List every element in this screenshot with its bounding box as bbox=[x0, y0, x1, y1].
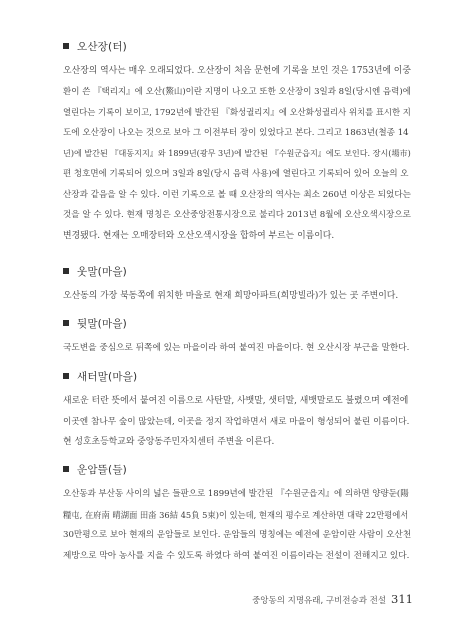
paragraph bbox=[63, 484, 411, 566]
paragraph-line: 편 청호면에 기록되어 있으며 3일과 8일(당시 음력 사용)에 열린다고 기록되어 있어 오늘의 오 bbox=[63, 168, 409, 179]
paragraph-line: 도에 오산장이 나오는 것으로 보아 그 이전부터 장이 있었다고 본다. 그리고 1863년(철종 14 bbox=[63, 127, 409, 138]
paragraph-line: 오산동과 부산동 사이의 넓은 들판으로 1899년에 발간된 『수원군읍지』에 의하면 양량둔(陽 bbox=[63, 489, 409, 499]
square-bullet-icon bbox=[63, 320, 69, 326]
paragraph-line: 환이 쓴 『택리지』에 오산(鰲山)이란 지명이 나오고 또한 오산장이 3일과 8일(당시엔 음력)에 bbox=[63, 86, 411, 97]
heading-text: 운암뜰(들) bbox=[77, 463, 127, 476]
section-heading bbox=[63, 462, 411, 476]
paragraph-line: 년)에 발간된 『대동지지』와 1899년(광무 3년)에 발간된 『수원군읍지』에도 보인다. 장시(場市) bbox=[63, 148, 411, 159]
paragraph-line: 열린다는 기록이 보이고, 1792년에 발간된 『화성궐리지』에 오산화성궐리사 위치를 표시한 지 bbox=[63, 107, 411, 118]
square-bullet-icon bbox=[63, 373, 69, 379]
running-footer-title: 중앙동의 지명유래, 구비전승과 전설 bbox=[252, 596, 387, 606]
section-heading bbox=[63, 316, 411, 330]
section-saeteomal bbox=[63, 369, 411, 453]
paragraph-line: 것을 알 수 있다. 현재 명칭은 오산중앙전통시장으로 불리다 2013년 8월에 오산오색시장으로 bbox=[63, 210, 411, 221]
square-bullet-icon bbox=[63, 268, 69, 274]
paragraph-line: 국도변을 중심으로 뒤쪽에 있는 마을이라 하여 붙여진 마을이다. 현 오산시장 부근을 말한다. bbox=[63, 343, 410, 353]
paragraph-line: 오산장의 역사는 매우 오래되었다. 오산장이 처음 문헌에 기록을 보인 것은 1753년에 이중 bbox=[63, 66, 411, 76]
section-osanjang bbox=[63, 39, 411, 246]
paragraph-line: 糧屯, 在府南 晴湖面 田畓 36結 45負 5束)이 있는데, 현재의 평수로 계산하면 대략 22만평에서 bbox=[63, 509, 409, 520]
section-heading bbox=[63, 369, 411, 383]
paragraph-line: 새로운 터란 뜻에서 붙여진 이름으로 사탄말, 사뱃말, 샛터말, 새뱃말로도 불렸으며 예전에 bbox=[63, 396, 409, 406]
section-dwitmal bbox=[63, 316, 411, 359]
section-utmal bbox=[63, 264, 411, 307]
paragraph bbox=[63, 286, 411, 307]
paragraph-line: 산장과 같음을 알 수 있다. 이런 기록으로 볼 때 오산장의 역사는 최소 260년 이상은 되었다는 bbox=[63, 189, 411, 200]
section-heading bbox=[63, 39, 411, 53]
heading-text: 뒷말(마을) bbox=[77, 317, 127, 330]
heading-text: 웃말(마을) bbox=[77, 265, 127, 278]
paragraph bbox=[63, 61, 411, 246]
heading-text: 새터말(마을) bbox=[77, 370, 138, 383]
paragraph-line: 이곳엔 참나무 숲이 많았는데, 이곳을 정지 작업하면서 새로 마을이 형성되어 붙린 이름이다. bbox=[63, 416, 410, 427]
section-heading bbox=[63, 264, 411, 278]
page-footer bbox=[252, 592, 413, 606]
paragraph-line: 제방으로 막아 농사를 지을 수 있도록 하였다 하여 붙여진 이름이라는 전설이 전해지고 있다. bbox=[63, 550, 410, 561]
paragraph bbox=[63, 338, 411, 359]
page-number: 311 bbox=[391, 592, 413, 606]
square-bullet-icon bbox=[63, 466, 69, 472]
paragraph bbox=[63, 391, 411, 453]
paragraph-line: 오산동의 가장 북동쪽에 위치한 마을로 현재 희망아파트(희망빌라)가 있는 곳 주변이다. bbox=[63, 291, 399, 301]
paragraph-line: 변경됐다. 현재는 오매장터와 오산오색시장을 합하여 부르는 이름이다. bbox=[63, 230, 335, 241]
section-unamtteul bbox=[63, 462, 411, 566]
square-bullet-icon bbox=[63, 43, 69, 49]
paragraph-line: 현 성호초등학교와 중앙동주민자치센터 주변을 이른다. bbox=[63, 437, 275, 448]
heading-text: 오산장(터) bbox=[77, 40, 127, 53]
paragraph-line: 30만평으로 보아 현재의 운암들로 보인다. 운암들의 명칭에는 예전에 운암이란 사람이 오산천 bbox=[63, 530, 411, 541]
